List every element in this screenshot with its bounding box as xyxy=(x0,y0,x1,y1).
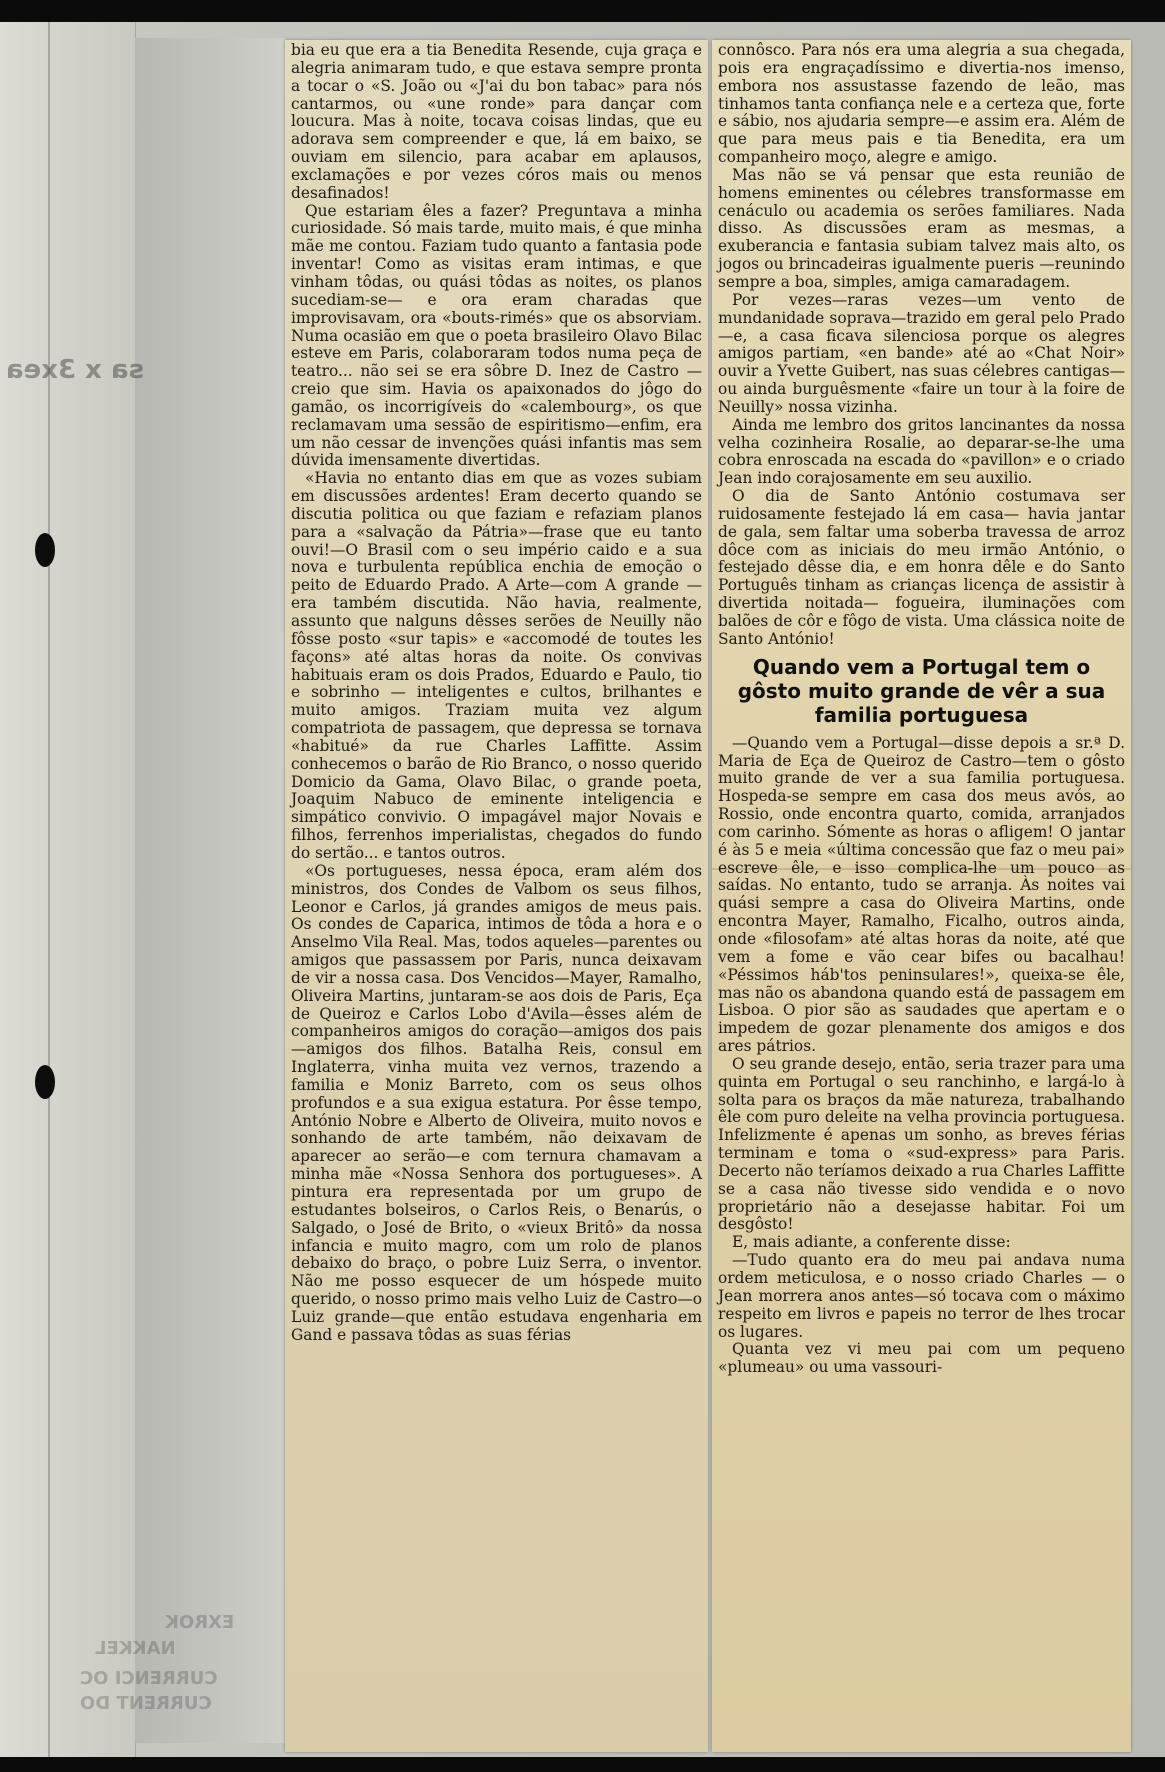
paragraph: Por vezes—raras vezes—um vento de mundanidade soprava—trazido em geral pelo Prado—e, a casa ficava silenciosa porque os alegres amigos partiam, «en bande» até ao «Chat Noir» ouvir a Yvette Guibert, nas suas célebres cantigas—ou ainda burguêsmente «faire un tour à la foire de Neuilly» nossa vizinha. xyxy=(718,290,1125,416)
clipping-left-column xyxy=(285,40,708,1752)
paragraph: O seu grande desejo, então, seria trazer para uma quinta em Portugal o seu ranchinho, e largá-lo à solta para os braços da mãe natureza, trabalhando êle com puro deleite na velha provincia portuguesa. Infelizmente é apenas um sonho, as breves férias terminam e toma o «sud-express» para Paris. Decerto não teríamos deixado a rua Charles Laffitte se a casa não tivesse sido vendida e o novo proprietário não a desejasse habitar. Foi um desgôsto! xyxy=(718,1054,1125,1234)
bleed-through-text: EXROK xyxy=(165,1612,235,1633)
margin-edge-line xyxy=(48,22,50,1757)
tissue-overlay xyxy=(135,38,285,1743)
paragraph: —Tudo quanto era do meu pai andava numa ordem meticulosa, e o nosso criado Charles — o Jean morrera anos antes—só tocava com o máximo respeito em livros e papeis no terror de lhes trocar os lugares. xyxy=(718,1251,1125,1341)
album-margin xyxy=(0,22,136,1757)
paragraph: bia eu que era a tia Benedita Resende, cuja graça e alegria animaram tudo, e que estava sempre pronta a tocar o «S. João ou «J'ai du bon tabac» para nós cantarmos, ou «une ronde» para dançar com loucura. Mas à noite, tocava coisas lindas, que eu adorava sem compreender e que, lá em baixo, se ouviam em silencio, para acabar em aplausos, exclamações e por vezes córos mais ou menos desafinados! xyxy=(291,41,702,202)
paragraph: Mas não se vá pensar que esta reunião de homens eminentes ou célebres transformasse em cenáculo ou academia os serões familiares. Nada disso. As discussões eram as mesmas, a exuberancia e fantasia subiam talvez mais alto, os jogos ou brincadeiras igualmente pueris —reunindo sempre a boa, simples, amiga camaradagem. xyxy=(718,165,1125,291)
paragraph: «Havia no entanto dias em que as vozes subiam em discussões ardentes! Eram decerto quando se discutia politica ou que faziam e refaziam planos para a «salvação da Pátria»—frase que eu tanto ouvi!—O Brasil com o seu império caido e a sua nova e turbulenta república enchia de emoção o peito de Eduardo Prado. A Arte—com A grande —era também discutida. Não havia, realmente, assunto que nalguns dêsses serões de Neuilly não fôsse posto «sur tapis» e «accomodé de toutes les façons» até altas horas da noite. Os convivas habituais eram os dois Prados, Eduardo e Paulo, tio e sobrinho — inteligentes e cultos, brilhantes e muito amigos. Traziam muita vez algum compatriota de passagem, que depressa se tornava «habitué» da rue Charles Laffitte. Assim conhecemos o barão de Rio Branco, o nosso querido Domicio da Gama, Olavo Bilac, o grande poeta, Joaquim Nabuco de eminente inteligencia e simpático convivio. O impagável major Novais e filhos, ferrenhos imperialistas, chegados do fundo do sertão... e tantos outros. xyxy=(291,469,702,862)
article-subheadline: Quando vem a Portugal tem o gôsto muito grande de vêr a sua familia portuguesa xyxy=(737,654,1106,727)
bleed-through-text: CURRENT DO xyxy=(80,1693,212,1714)
bleed-through-text: sa x 3xea xyxy=(6,355,144,385)
binder-hole xyxy=(35,1065,55,1099)
binder-hole xyxy=(35,533,55,567)
paragraph: —Quando vem a Portugal—disse depois a sr.ª D. Maria de Eça de Queiroz de Castro—tem o gôsto muito grande de ver a sua familia portuguesa. Hospeda-se sempre em casa dos meus avós, ao Rossio, onde encontra quarto, comida, arranjados com carinho. Sómente as horas o afligem! O jantar é às 5 e meia «última concessão que faz o meu pai» escreve êle, e isso complica-lhe um pouco as saídas. No entanto, tudo se arranja. Às noites vai quási sempre a casa do Oliveira Martins, onde encontra Mayer, Ramalho, Ficalho, outros ainda, onde «filosofam» até altas horas da noite, até que vem a fome e vão cear bifes ou bacalhau! «Péssimos háb'tos peninsulares!», queixa-se êle, mas não os abandona quando está de passagem em Lisboa. O pior são as saudades que apertam e o impedem de gozar plenamente dos amigos e dos ares pátrios. xyxy=(718,733,1125,1056)
paragraph: O dia de Santo António costumava ser ruidosamente festejado lá em casa— havia jantar de gala, sem faltar uma soberba travessa de arroz dôce com as iniciais do meu irmão António, o festejado dêsse dia, e em honra dêle e do Santo Português tinham as crianças licença de assistir à divertida noitada— fogueira, iluminações com balões de côr e fôgo de vista. Uma clássica noite de Santo António! xyxy=(718,487,1125,648)
paragraph: Que estariam êles a fazer? Preguntava a minha curiosidade. Só mais tarde, muito mais, é que minha mãe me contou. Faziam tudo quanto a fantasia pode inventar! Como as visitas eram intimas, e que vinham tôdas, ou quási tôdas as noites, os planos sucediam-se— e ora eram charadas que improvisavam, ora «bouts-rimés» que os absorviam. Numa ocasião em que o poeta brasileiro Olavo Bilac esteve em Paris, colaboraram todos numa peça de teatro... não sei se era sôbre D. Inez de Castro —creio que sim. Havia os apaixonados do jôgo do gamão, os incorrigíveis do «calembourg», os que reclamavam uma sessão de espiritismo—enfim, era um não cessar de invenções quási infantis mas sem dúvida imensamente divertidas. xyxy=(291,201,702,470)
bleed-through-text: NAKKEL xyxy=(95,1638,176,1659)
paragraph: connôsco. Para nós era uma alegria a sua chegada, pois era engraçadíssimo e divertia-nos imenso, embora nos assustasse fazendo de leão, mas tinhamos tanta confiança nele e a certeza que, forte e sábio, nos ajudaria sempre—e assim era. Além de que para meus pais e tia Benedita, era um companheiro moço, alegre e amigo. xyxy=(718,41,1125,167)
left-column-text xyxy=(291,42,702,1345)
paragraph: Ainda me lembro dos gritos lancinantes da nossa velha cozinheira Rosalie, ao deparar-se-lhe uma cobra enroscada na escada do «pavillon» e o criado Jean indo corajosamente em seu auxilio. xyxy=(718,415,1125,488)
right-column-text xyxy=(718,42,1125,1377)
paragraph: Quanta vez vi meu pai com um pequeno «plumeau» ou uma vassouri- xyxy=(718,1340,1125,1377)
bleed-through-text: CURRENCI OC xyxy=(80,1668,218,1689)
paragraph: «Os portugueses, nessa época, eram além dos ministros, dos Condes de Valbom os seus filhos, Leonor e Carlos, já grandes amigos de meus pais. Os condes de Caparica, intimos de tôda a hora e o Anselmo Vila Real. Mas, todos aqueles—parentes ou amigos que passassem por Paris, nunca deixavam de vir a nossa casa. Dos Vencidos—Mayer, Ramalho, Oliveira Martins, juntaram-se aos dois de Paris, Eça de Queiroz e Carlos Lobo d'Avila—êsses além de companheiros amigos do coração—amigos dos pais —amigos dos filhos. Batalha Reis, consul em Inglaterra, vinha muita vez vernos, trazendo a familia e Moniz Barreto, com os seus olhos profundos e a sua exigua estatura. Por êsse tempo, António Nobre e Alberto de Oliveira, muito novos e sonhando de arte também, não deixavam de aparecer ao serão—e com ternura chamavam a minha mãe «Nossa Senhora dos portugueses». A pintura era representada por um grupo de estudantes bolseiros, o Carlos Reis, o Benarús, o Salgado, o José de Brito, o «vieux Britô» da nossa infancia e muito magro, com um rolo de planos debaixo do braço, o pobre Luiz Serra, o inventor. Não me posso esquecer de um hóspede muito querido, o nosso primo mais velho Luiz de Castro—o Luiz grande—que então estudava engenharia em Gand e passava tôdas as suas férias xyxy=(291,861,702,1344)
clipping-right-column xyxy=(712,40,1131,1752)
paragraph: E, mais adiante, a conferente disse: xyxy=(732,1233,1011,1252)
